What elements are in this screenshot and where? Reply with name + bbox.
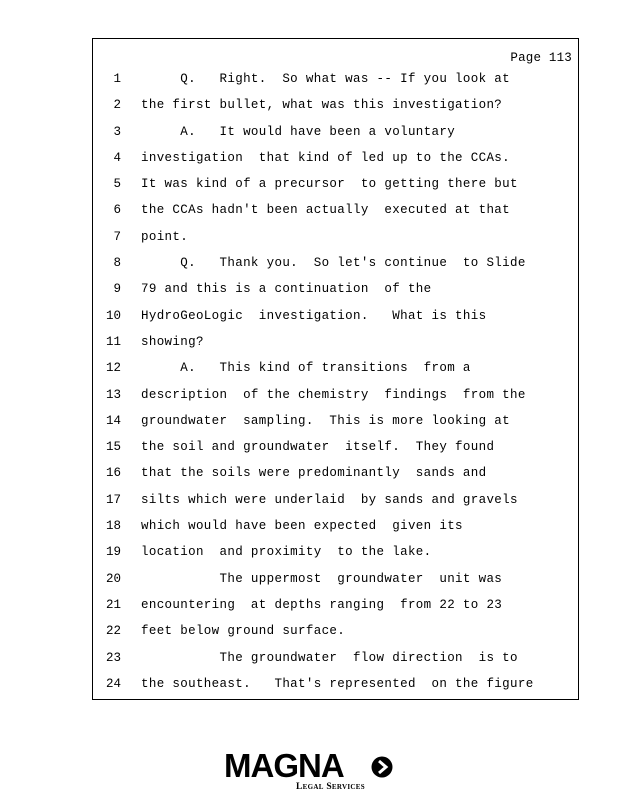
line-number: 8 — [113, 256, 121, 271]
line-text: which would have been expected given its — [141, 519, 463, 534]
line-number: 9 — [113, 282, 121, 297]
line-number: 20 — [105, 571, 121, 586]
line-text: Q. Thank you. So let's continue to Slide — [141, 256, 526, 271]
line-text: location and proximity to the lake. — [141, 545, 432, 560]
transcript-line — [93, 572, 578, 598]
line-text: the southeast. That's represented on the figure — [141, 676, 534, 691]
transcript-line — [93, 598, 578, 624]
line-text: Q. Right. So what was -- If you look at — [141, 72, 511, 86]
line-number: 5 — [113, 177, 121, 192]
line-number: 10 — [105, 308, 121, 323]
line-text: showing? — [141, 334, 204, 349]
transcript-line — [93, 677, 578, 703]
line-text: investigation that kind of led up to the CCAs. — [141, 150, 511, 165]
line-text: A. This kind of transitions from a — [141, 361, 471, 376]
line-text: 79 and this is a continuation of the — [141, 282, 432, 297]
transcript-line — [93, 493, 578, 519]
line-text: the soil and groundwater itself. They found — [141, 440, 495, 455]
transcript-line — [93, 545, 578, 571]
transcript-line — [93, 388, 578, 414]
line-number: 19 — [105, 545, 121, 560]
line-number: 18 — [105, 519, 121, 534]
line-text: feet below ground surface. — [141, 624, 346, 639]
line-number: 13 — [105, 387, 121, 402]
line-text: encountering at depths ranging from 22 to 23 — [141, 597, 503, 612]
line-text: The uppermost groundwater unit was — [141, 571, 503, 586]
transcript-line — [93, 125, 578, 151]
line-number: 6 — [113, 203, 121, 218]
line-number: 3 — [113, 124, 121, 139]
line-number: 2 — [113, 98, 121, 113]
line-number: 11 — [105, 334, 121, 349]
line-text: point. — [141, 229, 189, 244]
transcript-line — [93, 98, 578, 124]
line-text: It was kind of a precursor to getting there but — [141, 177, 518, 192]
transcript-line — [93, 651, 578, 677]
line-number: 22 — [105, 624, 121, 639]
line-number: 7 — [113, 229, 121, 244]
line-text: description of the chemistry findings from the — [141, 387, 526, 402]
line-number: 14 — [105, 413, 121, 428]
line-number: 4 — [113, 150, 121, 165]
line-number: 23 — [105, 650, 121, 665]
transcript-line — [93, 282, 578, 308]
transcript-line — [93, 624, 578, 650]
page-number: Page 113 — [510, 51, 572, 65]
transcript-line — [93, 230, 578, 256]
line-text: groundwater sampling. This is more looking at — [141, 413, 511, 428]
transcript-line — [93, 440, 578, 466]
line-text: A. It would have been a voluntary — [141, 124, 456, 139]
line-text: the first bullet, what was this investigation? — [141, 98, 503, 113]
line-number: 12 — [105, 361, 121, 376]
transcript-line — [93, 519, 578, 545]
transcript-line — [93, 361, 578, 387]
transcript-line — [93, 151, 578, 177]
transcript-line — [93, 177, 578, 203]
transcript-line — [93, 72, 578, 98]
transcript-lines — [93, 72, 578, 703]
transcript-line — [93, 203, 578, 229]
transcript-page-frame — [92, 38, 579, 700]
line-text: that the soils were predominantly sands and — [141, 466, 487, 481]
line-text: HydroGeoLogic investigation. What is this — [141, 308, 487, 323]
magna-logo — [224, 748, 396, 794]
line-number: 24 — [105, 676, 121, 691]
transcript-line — [93, 414, 578, 440]
line-number: 21 — [105, 597, 121, 612]
transcript-line — [93, 466, 578, 492]
line-number: 16 — [105, 466, 121, 481]
line-number: 15 — [105, 440, 121, 455]
line-text: the CCAs hadn't been actually executed at that — [141, 203, 511, 218]
transcript-line — [93, 335, 578, 361]
logo-wordmark: MAGNA — [224, 747, 344, 784]
line-text: silts which were underlaid by sands and gravels — [141, 492, 518, 507]
chevron-right-circle-icon — [371, 756, 393, 778]
line-text: The groundwater flow direction is to — [141, 650, 518, 665]
line-number: 1 — [113, 72, 121, 86]
logo-subtitle: Legal Services — [296, 782, 365, 792]
transcript-line — [93, 256, 578, 282]
line-number: 17 — [105, 492, 121, 507]
transcript-line — [93, 309, 578, 335]
